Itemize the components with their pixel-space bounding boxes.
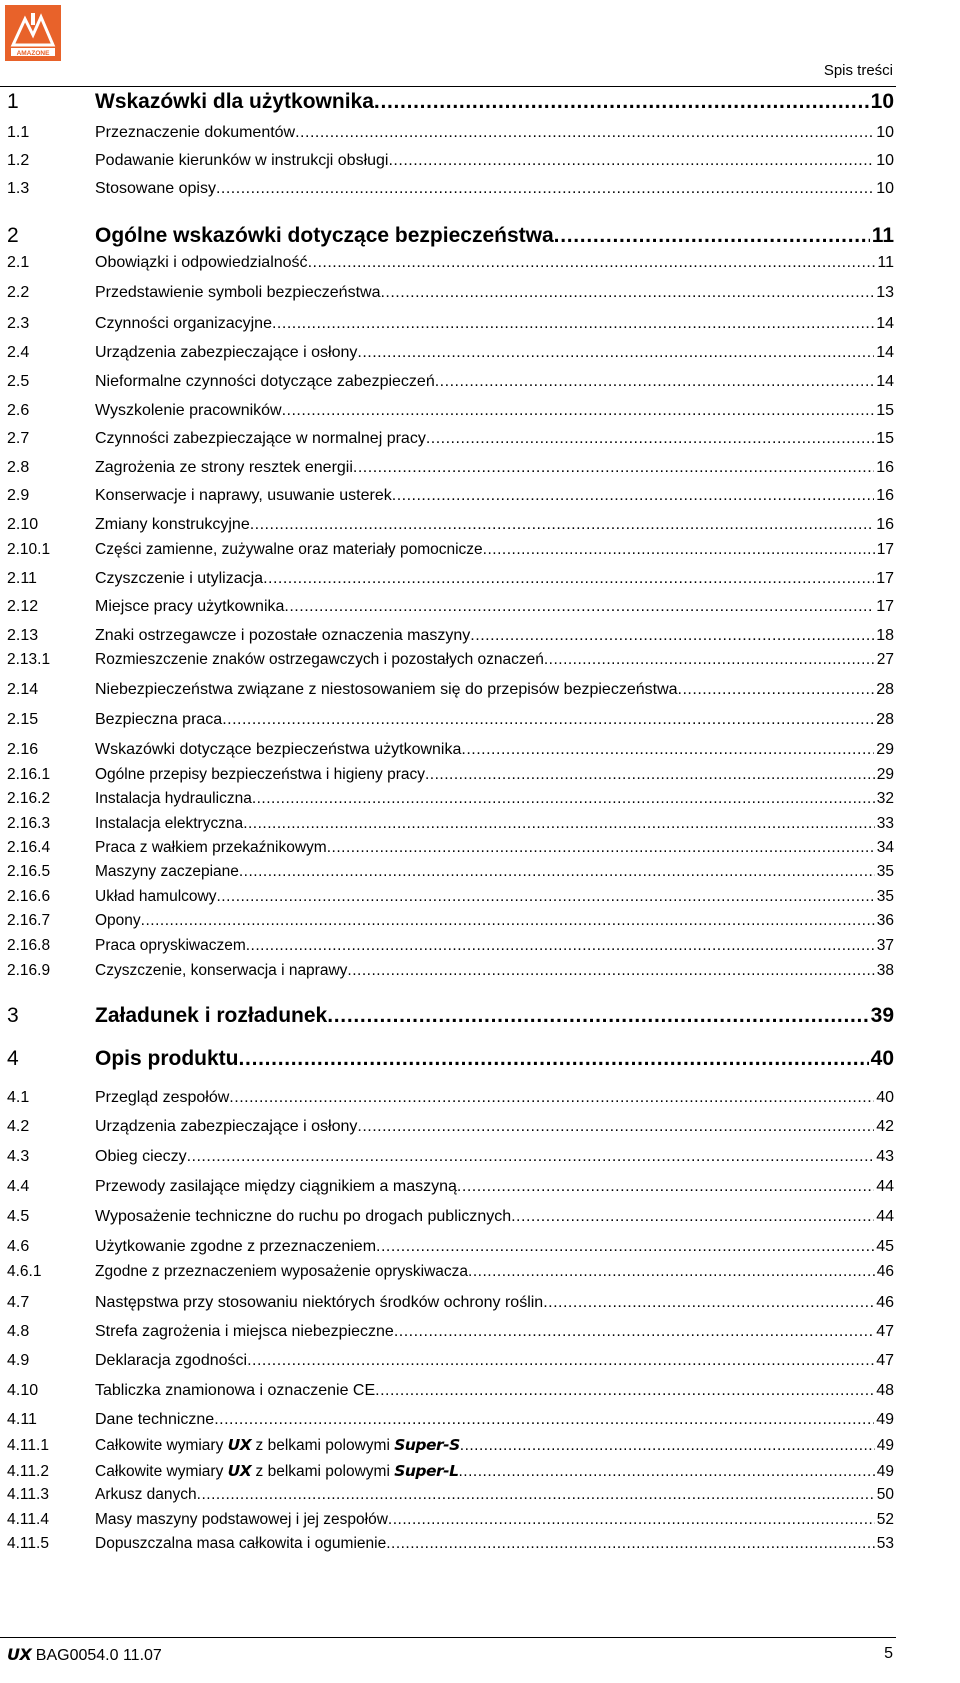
toc-dot-leader [263, 570, 874, 588]
toc-entry-number: 4.4 [7, 1178, 30, 1195]
toc-dot-leader [470, 627, 874, 645]
footer-document-code [7, 1645, 162, 1665]
toc-entry-title: Przewody zasilające między ciągnikiem a maszyną [95, 1178, 457, 1195]
toc-dot-leader [375, 1382, 874, 1400]
section-title: Spis treści [823, 62, 893, 79]
toc-entry-brand: UX [227, 1462, 252, 1480]
toc-entry[interactable] [7, 487, 894, 505]
toc-entry[interactable] [7, 1238, 894, 1256]
toc-dot-leader [216, 888, 874, 906]
toc-entry[interactable] [7, 766, 894, 784]
toc-dot-leader [216, 180, 874, 198]
toc-dot-leader [353, 459, 874, 477]
toc-entry-title: Urządzenia zabezpieczające i osłony [95, 344, 358, 361]
toc-entry-page: 10 [870, 90, 894, 113]
toc-entry-page: 35 [876, 863, 894, 880]
toc-dot-leader [426, 430, 874, 448]
toc-dot-leader [141, 912, 875, 930]
toc-entry-title: Urządzenia zabezpieczające i osłony [95, 1118, 358, 1135]
toc-entry[interactable] [7, 1352, 894, 1370]
toc-entry-title: Deklaracja zgodności [95, 1352, 248, 1369]
toc-entry-page: 15 [876, 430, 894, 447]
toc-dot-leader [394, 1323, 874, 1341]
toc-dot-leader [357, 344, 874, 362]
toc-entry[interactable] [7, 315, 894, 333]
toc-entry[interactable] [7, 1323, 894, 1341]
toc-entry-page: 46 [876, 1294, 894, 1311]
toc-entry-title: Części zamienne, zużywalne oraz materiały pomocnicze [95, 541, 483, 558]
toc-entry-number: 2.16.9 [7, 962, 51, 979]
toc-dot-leader [435, 373, 874, 391]
toc-entry[interactable] [7, 1382, 894, 1400]
toc-entry[interactable] [7, 1411, 894, 1429]
toc-entry-number: 2.10 [7, 516, 39, 533]
toc-entry[interactable] [7, 863, 894, 881]
toc-entry-number: 4.3 [7, 1148, 30, 1165]
toc-entry-number: 4.11.5 [7, 1535, 49, 1552]
toc-entry-number: 4.2 [7, 1118, 30, 1135]
toc-entry-title: Niebezpieczeństwa związane z niestosowaniem się do przepisów bezpieczeństwa [95, 681, 678, 698]
toc-entry-number: 4.5 [7, 1208, 30, 1225]
toc-entry-title-text: z belkami polowymi [255, 1463, 390, 1480]
toc-entry-page: 16 [876, 487, 894, 504]
toc-entry[interactable] [7, 741, 894, 759]
toc-entry-title: Ogólne wskazówki dotyczące bezpieczeństwa [95, 224, 554, 247]
toc-entry-number: 2.12 [7, 598, 39, 615]
toc-entry[interactable] [7, 627, 894, 645]
toc-entry-number: 2.13 [7, 627, 39, 644]
toc-entry-number: 2.16 [7, 741, 39, 758]
toc-dot-leader [425, 766, 875, 784]
toc-entry[interactable] [7, 937, 894, 955]
toc-entry-title: Zagrożenia ze strony resztek energii [95, 459, 353, 476]
toc-entry-page: 14 [876, 373, 894, 390]
toc-entry-page: 38 [876, 962, 894, 979]
toc-entry[interactable] [7, 124, 894, 142]
toc-entry-number: 4.11.3 [7, 1486, 49, 1503]
toc-dot-leader [457, 1178, 874, 1196]
toc-entry-number: 3 [7, 1004, 19, 1027]
toc-dot-leader [460, 1437, 875, 1455]
toc-entry-number: 4.1 [7, 1089, 30, 1106]
toc-entry-number: 4 [7, 1047, 19, 1070]
toc-entry[interactable] [7, 402, 894, 420]
toc-entry[interactable] [7, 541, 894, 559]
toc-dot-leader [678, 681, 875, 699]
toc-entry-title: Stosowane opisy [95, 180, 216, 197]
toc-entry[interactable] [7, 1089, 894, 1107]
toc-entry-number: 2.15 [7, 711, 39, 728]
toc-entry[interactable] [7, 1436, 894, 1455]
toc-entry-title: Strefa zagrożenia i miejsca niebezpieczne [95, 1323, 394, 1340]
toc-dot-leader [243, 815, 875, 833]
toc-entry-page: 16 [876, 516, 894, 533]
toc-entry-brand: UX [227, 1436, 252, 1454]
toc-entry-title: Obieg cieczy [95, 1148, 187, 1165]
toc-entry-number: 2.3 [7, 315, 30, 332]
header-divider [0, 86, 896, 87]
toc-dot-leader [554, 224, 870, 248]
toc-entry[interactable] [7, 839, 894, 857]
toc-entry-page: 13 [876, 284, 894, 301]
toc-entry-page: 34 [876, 839, 894, 856]
toc-entry-number: 4.10 [7, 1382, 39, 1399]
toc-entry[interactable] [7, 90, 894, 114]
toc-dot-leader [543, 1294, 874, 1312]
toc-entry-page: 49 [876, 1411, 894, 1428]
toc-dot-leader [461, 741, 874, 759]
toc-entry-number: 2.8 [7, 459, 30, 476]
toc-entry-page: 49 [876, 1437, 894, 1454]
toc-entry-page: 40 [876, 1089, 894, 1106]
toc-entry-page: 11 [877, 254, 894, 271]
toc-entry-page: 47 [876, 1323, 894, 1340]
toc-entry-title-text: z belkami polowymi [255, 1437, 390, 1454]
toc-entry-page: 36 [876, 912, 894, 929]
toc-dot-leader [388, 152, 874, 170]
toc-entry-title: Rozmieszczenie znaków ostrzegawczych i pozostałych oznaczeń [95, 651, 544, 668]
footer-divider [0, 1637, 896, 1638]
toc-entry-number: 2.16.6 [7, 888, 51, 905]
toc-entry[interactable] [7, 1263, 894, 1281]
toc-entry[interactable] [7, 711, 894, 729]
toc-entry-page: 46 [876, 1263, 894, 1280]
toc-dot-leader [483, 541, 875, 559]
toc-entry[interactable] [7, 373, 894, 391]
toc-entry-page: 44 [876, 1178, 894, 1195]
toc-entry[interactable] [7, 430, 894, 448]
toc-entry-number: 4.11 [7, 1411, 37, 1428]
toc-entry-number: 4.6 [7, 1238, 30, 1255]
toc-entry[interactable] [7, 962, 894, 980]
toc-entry-title [95, 1462, 458, 1481]
toc-entry-title: Podawanie kierunków w instrukcji obsługi [95, 152, 389, 169]
toc-entry[interactable] [7, 1148, 894, 1166]
toc-entry[interactable] [7, 180, 894, 198]
toc-entry[interactable] [7, 1511, 894, 1529]
toc-entry-title: Czyszczenie i utylizacja [95, 570, 264, 587]
toc-entry[interactable] [7, 681, 894, 699]
toc-entry-title: Arkusz danych [95, 1486, 197, 1503]
toc-entry-title: Masy maszyny podstawowej i jej zespołów [95, 1511, 388, 1528]
toc-entry-number: 4.7 [7, 1294, 30, 1311]
toc-entry-page: 11 [871, 224, 894, 247]
toc-entry-number: 4.6.1 [7, 1263, 42, 1280]
toc-dot-leader [544, 651, 875, 669]
toc-entry[interactable] [7, 1535, 894, 1553]
toc-entry[interactable] [7, 254, 894, 272]
toc-entry-page: 18 [876, 627, 894, 644]
toc-entry-title: Nieformalne czynności dotyczące zabezpieczeń [95, 373, 435, 390]
toc-entry-title: Układ hamulcowy [95, 888, 217, 905]
toc-entry-page: 53 [876, 1535, 894, 1552]
toc-entry-title: Wyszkolenie pracowników [95, 402, 282, 419]
toc-entry-number: 2.16.7 [7, 912, 51, 929]
toc-entry-page: 47 [876, 1352, 894, 1369]
toc-entry-page: 42 [876, 1118, 894, 1135]
toc-entry-title: Dopuszczalna masa całkowita i ogumienie [95, 1535, 387, 1552]
toc-entry-page: 29 [876, 766, 894, 783]
toc-entry-number: 2.16.8 [7, 937, 51, 954]
toc-entry-page: 14 [876, 344, 894, 361]
toc-entry-page: 28 [876, 711, 894, 728]
toc-entry-page: 32 [876, 790, 894, 807]
toc-entry-title: Miejsce pracy użytkownika [95, 598, 285, 615]
amazone-logo-icon [5, 5, 61, 61]
toc-entry-number: 2.16.1 [7, 766, 51, 783]
toc-entry[interactable] [7, 1118, 894, 1136]
toc-entry[interactable] [7, 344, 894, 362]
toc-entry-title: Zmiany konstrukcyjne [95, 516, 250, 533]
toc-entry-number: 2.1 [7, 254, 30, 271]
toc-entry[interactable] [7, 459, 894, 477]
toc-entry-title: Obowiązki i odpowiedzialność [95, 254, 308, 271]
toc-entry-number: 2.16.3 [7, 815, 51, 832]
toc-entry-page: 16 [876, 459, 894, 476]
toc-dot-leader [327, 1004, 868, 1028]
toc-entry[interactable] [7, 598, 894, 616]
toc-dot-leader [284, 598, 874, 616]
toc-dot-leader [308, 254, 876, 272]
toc-entry-number: 1.2 [7, 152, 30, 169]
toc-dot-leader [197, 1486, 875, 1504]
toc-entry[interactable] [7, 570, 894, 588]
toc-entry[interactable] [7, 651, 894, 669]
toc-entry-brand: Super-L [394, 1462, 459, 1480]
toc-entry[interactable] [7, 1462, 894, 1481]
toc-entry-page: 37 [876, 937, 894, 954]
toc-entry-page: 52 [876, 1511, 894, 1528]
toc-entry-title: Przeznaczenie dokumentów [95, 124, 296, 141]
toc-dot-leader [376, 1238, 874, 1256]
toc-entry-page: 48 [876, 1382, 894, 1399]
toc-entry-number: 4.11.4 [7, 1511, 49, 1528]
toc-entry[interactable] [7, 815, 894, 833]
toc-entry-title: Następstwa przy stosowaniu niektórych środków ochrony roślin [95, 1294, 544, 1311]
amazone-logo [5, 5, 61, 61]
toc-dot-leader [380, 284, 874, 302]
toc-dot-leader [295, 124, 874, 142]
toc-entry-title: Instalacja elektryczna [95, 815, 244, 832]
toc-entry-page: 17 [876, 541, 894, 558]
toc-dot-leader [468, 1263, 875, 1281]
toc-entry-number: 1.3 [7, 180, 30, 197]
toc-entry-title: Tabliczka znamionowa i oznaczenie CE [95, 1382, 376, 1399]
toc-entry-title: Czynności organizacyjne [95, 315, 272, 332]
toc-dot-leader [214, 1411, 874, 1429]
toc-entry-number: 4.11.2 [7, 1463, 49, 1480]
toc-dot-leader [386, 1535, 875, 1553]
toc-entry-title: Opony [95, 912, 141, 929]
toc-entry-number: 2.11 [7, 570, 37, 587]
toc-dot-leader [252, 790, 875, 808]
toc-entry-page: 33 [876, 815, 894, 832]
toc-entry-title: Przedstawienie symboli bezpieczeństwa [95, 284, 381, 301]
toc-entry-number: 2.4 [7, 344, 30, 361]
toc-entry-title: Załadunek i rozładunek [95, 1004, 328, 1027]
toc-entry-title: Czynności zabezpieczające w normalnej pracy [95, 430, 426, 447]
toc-entry-title-text: Całkowite wymiary [95, 1463, 224, 1480]
toc-entry[interactable] [7, 1208, 894, 1226]
toc-dot-leader [239, 1047, 869, 1071]
toc-dot-leader [458, 1463, 874, 1481]
toc-entry-page: 17 [876, 570, 894, 587]
toc-entry-title: Praca z wałkiem przekaźnikowym [95, 839, 327, 856]
toc-entry-page: 29 [876, 741, 894, 758]
toc-entry-page: 17 [876, 598, 894, 615]
page-number: 5 [884, 1645, 893, 1662]
toc-dot-leader [272, 315, 874, 333]
logo-text: AMAZONE [16, 50, 50, 57]
toc-entry-title: Czyszczenie, konserwacja i naprawy [95, 962, 348, 979]
toc-dot-leader [357, 1118, 874, 1136]
toc-entry-number: 2.13.1 [7, 651, 51, 668]
toc-entry[interactable] [7, 912, 894, 930]
toc-dot-leader [511, 1208, 874, 1226]
toc-entry[interactable] [7, 888, 894, 906]
toc-entry-page: 45 [876, 1238, 894, 1255]
toc-entry-number: 2.6 [7, 402, 30, 419]
toc-entry[interactable] [7, 1047, 894, 1071]
toc-entry-page: 43 [876, 1148, 894, 1165]
toc-dot-leader [222, 711, 874, 729]
toc-entry-number: 2.5 [7, 373, 30, 390]
footer-brand: UX [7, 1645, 32, 1664]
toc-entry-page: 10 [876, 180, 894, 197]
toc-entry-number: 1.1 [7, 124, 30, 141]
toc-dot-leader [229, 1089, 874, 1107]
toc-entry-title [95, 1436, 460, 1455]
toc-entry-title: Przegląd zespołów [95, 1089, 230, 1106]
toc-entry-number: 2.16.4 [7, 839, 51, 856]
toc-entry-title: Zgodne z przeznaczeniem wyposażenie opryskiwacza [95, 1263, 469, 1280]
toc-dot-leader [347, 962, 874, 980]
toc-entry-title: Znaki ostrzegawcze i pozostałe oznaczenia maszyny [95, 627, 471, 644]
toc-entry-title: Wskazówki dotyczące bezpieczeństwa użytkownika [95, 741, 462, 758]
toc-entry-title: Praca opryskiwaczem [95, 937, 246, 954]
toc-entry-page: 10 [876, 124, 894, 141]
toc-dot-leader [247, 1352, 874, 1370]
toc-entry-brand: Super-S [394, 1436, 460, 1454]
toc-entry-title: Wyposażenie techniczne do ruchu po drogach publicznych [95, 1208, 512, 1225]
toc-entry[interactable] [7, 152, 894, 170]
toc-entry[interactable] [7, 1004, 894, 1028]
toc-entry-page: 44 [876, 1208, 894, 1225]
footer-doc-code: BAG0054.0 11.07 [35, 1647, 162, 1664]
toc-entry-title-text: Całkowite wymiary [95, 1437, 224, 1454]
toc-entry-number: 2.10.1 [7, 541, 51, 558]
toc-entry-number: 2.14 [7, 681, 39, 698]
toc-entry[interactable] [7, 1294, 894, 1312]
toc-dot-leader [282, 402, 875, 420]
toc-entry-title: Opis produktu [95, 1047, 239, 1070]
toc-entry[interactable] [7, 1486, 894, 1504]
toc-entry[interactable] [7, 516, 894, 534]
toc-entry-number: 2.16.2 [7, 790, 51, 807]
toc-entry-page: 15 [876, 402, 894, 419]
toc-entry[interactable] [7, 790, 894, 808]
toc-entry-title: Bezpieczna praca [95, 711, 223, 728]
toc-entry-title: Maszyny zaczepiane [95, 863, 239, 880]
toc-entry-page: 14 [876, 315, 894, 332]
toc-dot-leader [392, 487, 874, 505]
toc-entry-page: 40 [870, 1047, 894, 1070]
toc-entry[interactable] [7, 224, 894, 248]
toc-dot-leader [246, 937, 875, 955]
toc-entry-number: 2 [7, 224, 19, 247]
toc-entry-number: 2.7 [7, 430, 30, 447]
toc-entry-page: 35 [876, 888, 894, 905]
toc-entry-number: 2.2 [7, 284, 30, 301]
toc-entry-number: 4.9 [7, 1352, 30, 1369]
toc-entry-page: 50 [876, 1486, 894, 1503]
toc-entry-page: 10 [876, 152, 894, 169]
toc-dot-leader [250, 516, 874, 534]
toc-entry-number: 4.11.1 [7, 1437, 49, 1454]
toc-dot-leader [388, 1511, 875, 1529]
toc-dot-leader [327, 839, 875, 857]
toc-entry[interactable] [7, 1178, 894, 1196]
toc-dot-leader [374, 90, 869, 114]
toc-entry-title: Dane techniczne [95, 1411, 215, 1428]
toc-entry-title: Użytkowanie zgodne z przeznaczeniem [95, 1238, 377, 1255]
toc-entry-title: Instalacja hydrauliczna [95, 790, 252, 807]
toc-entry-title: Wskazówki dla użytkownika [95, 90, 374, 113]
toc-entry-page: 39 [870, 1004, 894, 1027]
toc-entry-number: 1 [7, 90, 19, 113]
toc-entry-title: Ogólne przepisy bezpieczeństwa i higieny pracy [95, 766, 425, 783]
toc-dot-leader [187, 1148, 875, 1166]
toc-entry-number: 4.8 [7, 1323, 30, 1340]
toc-entry[interactable] [7, 284, 894, 302]
toc-entry-number: 2.9 [7, 487, 30, 504]
toc-entry-page: 49 [876, 1463, 894, 1480]
toc-entry-number: 2.16.5 [7, 863, 51, 880]
toc-entry-page: 28 [876, 681, 894, 698]
toc-entry-title: Konserwacje i naprawy, usuwanie usterek [95, 487, 392, 504]
toc-entry-page: 27 [876, 651, 894, 668]
toc-dot-leader [239, 863, 875, 881]
